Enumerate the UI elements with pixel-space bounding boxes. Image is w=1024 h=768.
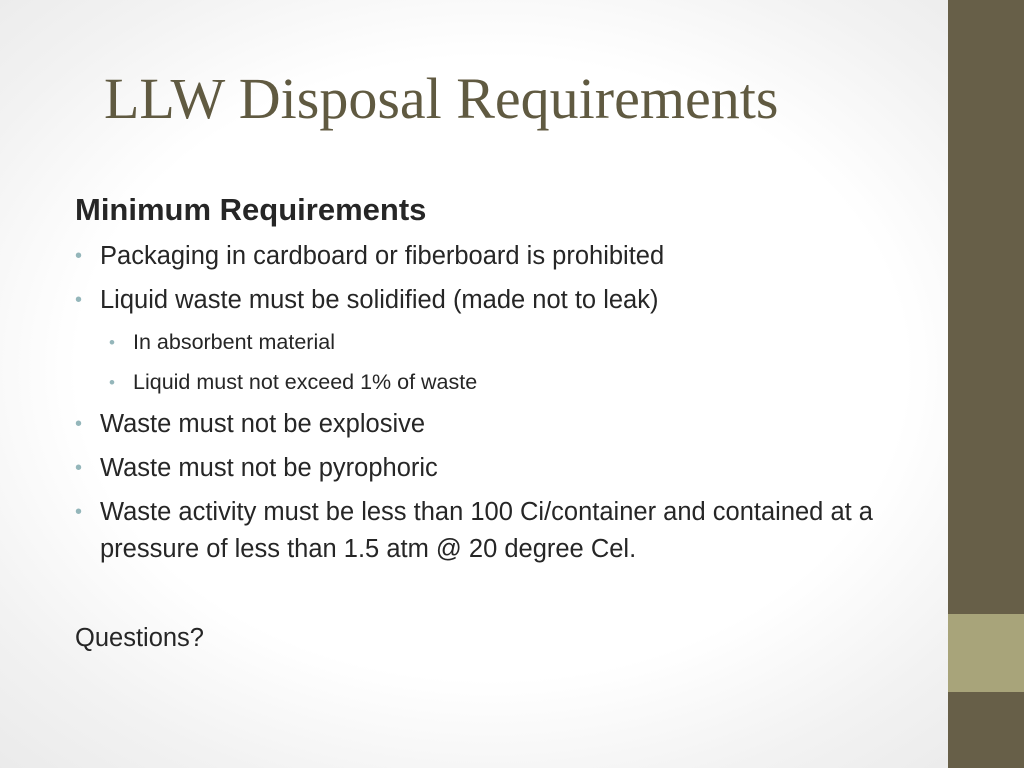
section-heading: Minimum Requirements bbox=[75, 192, 427, 227]
bullet-text: Waste must not be pyrophoric bbox=[100, 454, 438, 482]
bullet-item-pyrophoric bbox=[75, 450, 935, 487]
slide-title: LLW Disposal Requirements bbox=[104, 66, 779, 131]
bullet-list bbox=[75, 238, 935, 568]
bullet-dot-icon: • bbox=[75, 413, 83, 435]
bullet-text: Waste activity must be less than 100 Ci/container and contained at a pressure of less than 1.5 atm @ 20 degree Cel. bbox=[100, 498, 873, 563]
bullet-item-activity-limit bbox=[75, 494, 935, 568]
side-decoration-bar bbox=[948, 0, 1024, 768]
bullet-dot-icon: • bbox=[75, 457, 83, 479]
sub-bullet-item-liquid-limit bbox=[75, 366, 935, 399]
sub-bullet-text: In absorbent material bbox=[133, 330, 335, 354]
closing-questions: Questions? bbox=[75, 624, 204, 652]
bullet-dot-icon: • bbox=[109, 333, 115, 352]
bullet-text: Waste must not be explosive bbox=[100, 410, 426, 438]
bullet-text: Liquid waste must be solidified (made not to leak) bbox=[100, 286, 659, 314]
slide-body bbox=[75, 188, 935, 657]
bullet-text: Packaging in cardboard or fiberboard is prohibited bbox=[100, 242, 665, 270]
sub-bullet-text: Liquid must not exceed 1% of waste bbox=[133, 370, 478, 394]
bullet-dot-icon: • bbox=[75, 501, 83, 523]
bullet-item-liquid-waste bbox=[75, 282, 935, 319]
bullet-dot-icon: • bbox=[75, 289, 83, 311]
sidebar-dark-block-bottom bbox=[948, 692, 1024, 768]
sub-bullet-item-absorbent bbox=[75, 326, 935, 359]
bullet-item-packaging bbox=[75, 238, 935, 275]
sidebar-accent-block bbox=[948, 614, 1024, 692]
bullet-item-explosive bbox=[75, 406, 935, 443]
bullet-dot-icon: • bbox=[109, 373, 115, 392]
sidebar-dark-block-top bbox=[948, 0, 1024, 614]
bullet-dot-icon: • bbox=[75, 245, 83, 267]
